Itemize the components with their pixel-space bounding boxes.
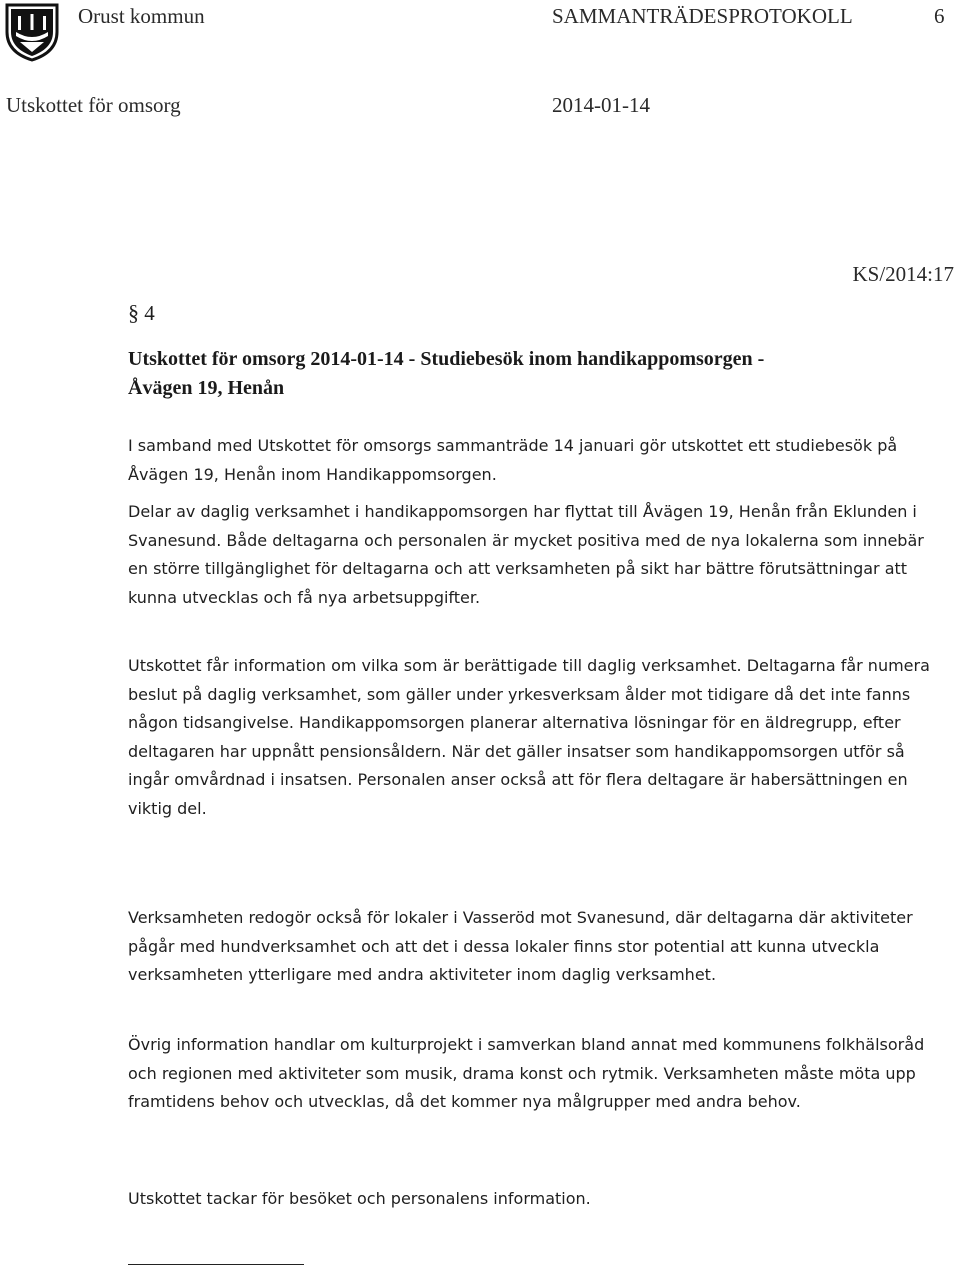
case-number: KS/2014:17 <box>852 262 954 286</box>
committee-name: Utskottet för omsorg <box>6 93 181 117</box>
paragraph-text: Utskottet tackar för besöket och personalens information. <box>128 1189 591 1208</box>
section-symbol: § <box>128 300 139 325</box>
municipal-coat-of-arms-logo <box>4 2 60 62</box>
paragraph-text: Övrig information handlar om kulturprojekt i samverkan bland annat med kommunens folkhälsoråd och regionen med aktiviteter som musik, drama konst och rytmik. Verksamheten måste möta upp framtidens behov och utvecklas, då det kommer nya målgrupper med andra behov. <box>128 1035 925 1111</box>
section-number <box>128 300 155 326</box>
page-number: 6 <box>934 4 945 28</box>
paragraph-text: Delar av daglig verksamhet i handikappomsorgen har flyttat till Åvägen 19, Henån från Eklunden i Svanesund. Både deltagarna och personalen är mycket positiva med de nya lokalerna som innebär en större tillgänglighet för deltagarna och att verksamheten på sikt har bättre förutsättningar att kunna utvecklas och få nya arbetsuppgifter. <box>128 502 924 607</box>
paragraph-vasserod <box>128 904 944 990</box>
paragraph-relocation <box>128 498 944 612</box>
section-title-line1: Utskottet för omsorg 2014-01-14 - Studiebesök inom handikappomsorgen - <box>128 348 765 370</box>
section-number-value: 4 <box>144 301 155 325</box>
paragraph-eligibility <box>128 652 944 823</box>
section-title <box>128 345 938 403</box>
paragraph-culture-project <box>128 1031 944 1117</box>
paragraph-study-visit <box>128 432 944 489</box>
section-title-line2: Åvägen 19, Henån <box>128 377 285 399</box>
paragraph-text: Verksamheten redogör också för lokaler i Vasseröd mot Svanesund, där deltagarna där aktiviteter pågår med hundverksamhet och att det i dessa lokaler finns stor potential att kunna utveckla verksamheten ytterligare med andra aktiviteter inom daglig verksamhet. <box>128 908 913 984</box>
meeting-date: 2014-01-14 <box>552 93 650 117</box>
signature-rule <box>128 1264 304 1265</box>
paragraph-text: Utskottet får information om vilka som är berättigade till daglig verksamhet. Deltagarna får numera beslut på daglig verksamhet, som gäller under yrkesverksam ålder mot tidigare då det inte fanns någon tidsangivelse. Handikappomsorgen planerar alternativa lösningar för en äldregrupp, efter deltagaren har uppnått pensionsåldern. När det gäller insatser som handikappomsorgen utför så ingår omvårdnad i insatsen. Personalen anser också att för flera deltagare är habersättningen en viktig del. <box>128 656 930 818</box>
municipality-name: Orust kommun <box>78 4 205 28</box>
paragraph-text: I samband med Utskottet för omsorgs sammanträde 14 januari gör utskottet ett studiebesök på Åvägen 19, Henån inom Handikappomsorgen. <box>128 436 898 484</box>
paragraph-thanks <box>128 1185 944 1214</box>
document-type: SAMMANTRÄDESPROTOKOLL <box>552 4 853 28</box>
